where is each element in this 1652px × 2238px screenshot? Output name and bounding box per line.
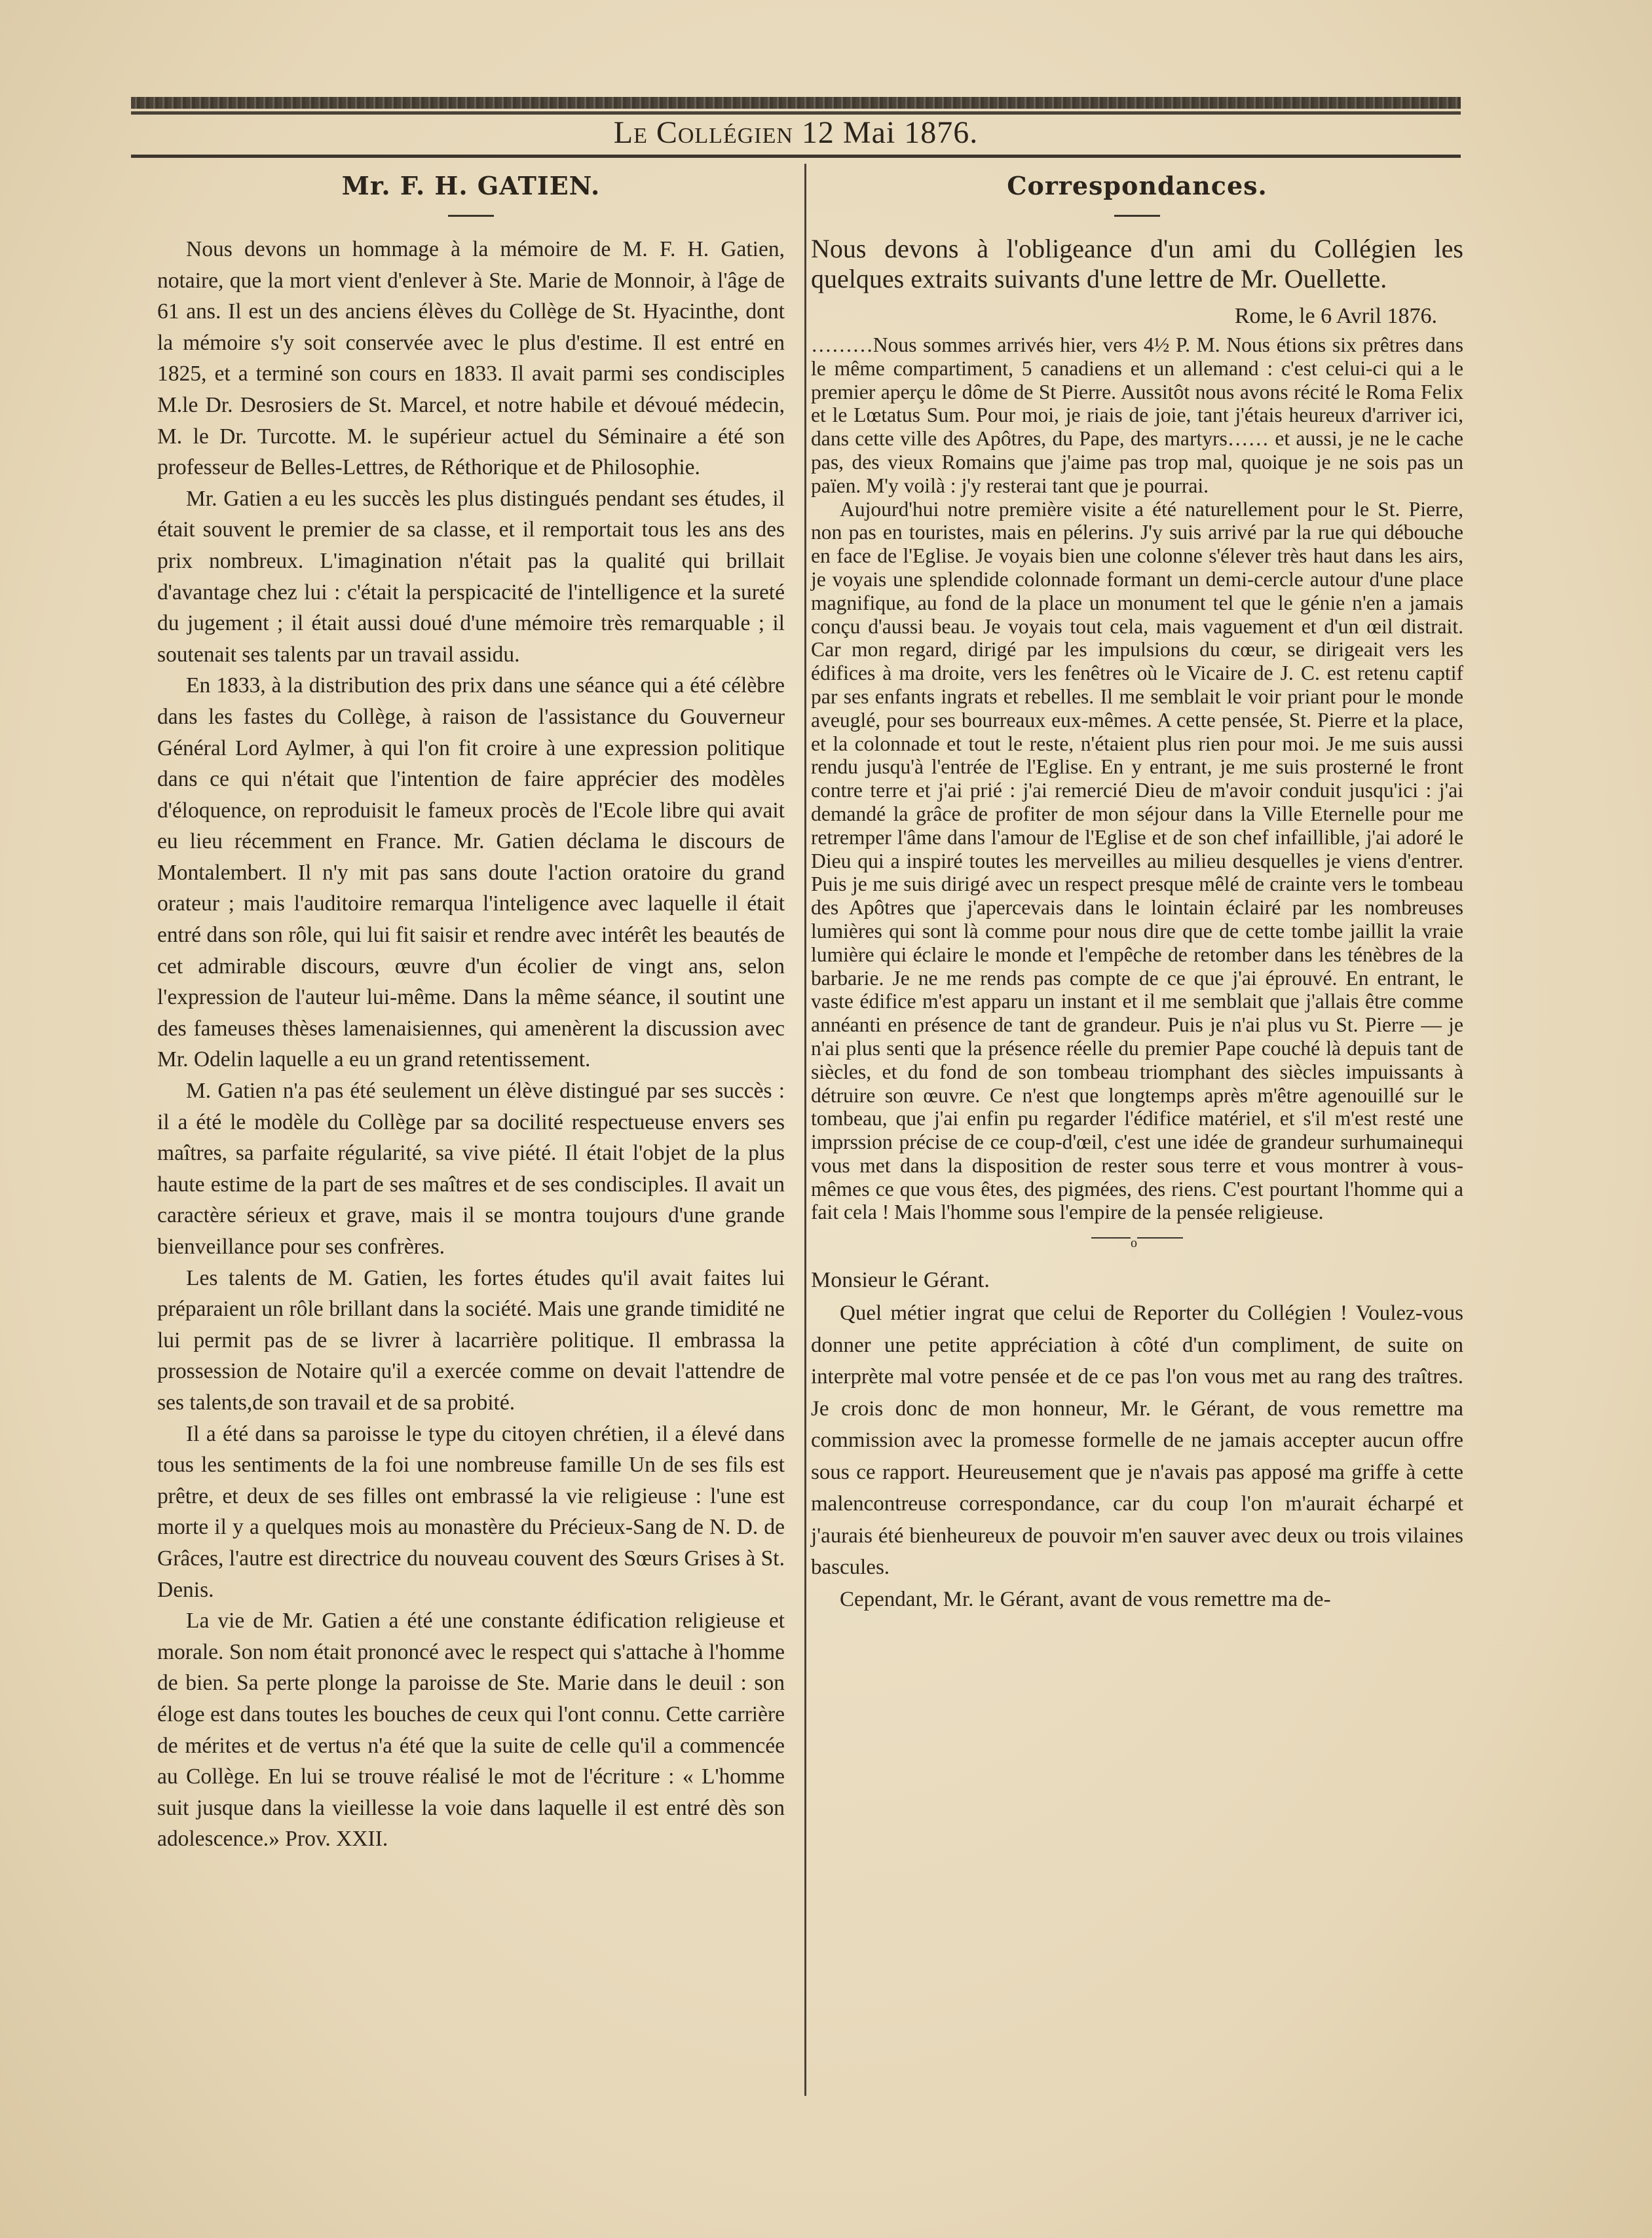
masthead [131, 113, 1461, 152]
letter-paragraph: Cependant, Mr. le Gérant, avant de vous remettre ma de- [840, 1587, 1331, 1611]
correspondence-lead: Nous devons à l'obligeance d'un ami du Collégien les quelques extraits suivants d'une lettre de Mr. Ouellette. [811, 234, 1463, 293]
letter-body [811, 333, 1463, 1224]
left-column [157, 169, 785, 1855]
article-paragraph: Mr. Gatien a eu les succès les plus distingués pendant ses études, il était souvent le premier de sa classe, et il remportait tous les ans des prix nombreux. L'imagination n'était pas la qualité qui brillait d'avantage chez lui : c'était la perspicacité de l'intelligence et la sureté du jugement ; il était aussi doué d'une mémoire très remarquable ; il soutenait ses talents par un travail assidu. [157, 486, 785, 667]
masthead-date: 12 Mai 1876. [801, 115, 979, 150]
reporter-letter [811, 1297, 1463, 1615]
section-separator [1091, 1236, 1183, 1251]
article-heading-correspondances: Correspondances. [1007, 171, 1267, 200]
masthead-rule [131, 155, 1461, 158]
article-paragraph: Il a été dans sa paroisse le type du citoyen chrétien, il a élevé dans tous les sentiments de la foi une nombreuse famille Un de ses fils est prêtre, et deux de ses filles ont embrassé la vie religieuse : l'une est morte il y a quelques mois au monastère du Précieux-Sang de N. D. de Grâces, l'autre est directrice du nouveau couvent des Sœurs Grises à St. Denis. [157, 1421, 785, 1602]
article-paragraph: Nous devons un hommage à la mémoire de M. F. H. Gatien, notaire, que la mort vient d'enlever à Ste. Marie de Monnoir, à l'âge de 61 ans. Il est un des anciens élèves du Collège de St. Hyacinthe, dont la mémoire s'y soit conservée avec le plus d'estime. Il est entré en 1825, et a terminé son cours en 1833. Il avait parmi ses condisciples M.le Dr. Desrosiers de St. Marcel, et notre habile et dévoué médecin, M. le Dr. Turcotte. M. le supérieur actuel du Séminaire a été son professeur de Belles-Lettres, de Réthorique et de Philosophie. [157, 237, 785, 480]
heading-rule [448, 215, 494, 217]
column-divider [804, 164, 806, 2096]
top-ornamental-rule [131, 97, 1461, 109]
salutation: Monsieur le Gérant. [811, 1268, 990, 1293]
article-paragraph: M. Gatien n'a pas été seulement un élève distingué par ses succès : il a été le modèle du Collège par sa docilité respectueuse envers ses maîtres, sa parfaite régularité, sa vive piété. Il était l'objet de la plus haute estime de la part de ses maîtres et de ses condisciples. Il avait un caractère sérieux et grave, mais il se montra toujours d'une grande bienveillance pour ses confrères. [157, 1079, 785, 1259]
article-paragraph: La vie de Mr. Gatien a été une constante édification religieuse et morale. Son nom était prononcé avec le respect qui s'attache à l'homme de bien. Sa perte plonge la paroisse de Ste. Marie dans le deuil : son éloge est dans toutes les bouches de ceux qui l'ont connu. Cette carrière de mérites et de vertus n'a été que la suite de celle qu'il a commencée au Collège. En lui se trouve réalisé le mot de l'écriture : « L'homme suit jusque dans la vieillesse la voie dans laquelle il est entré dès son adolescence.» Prov. XXII. [157, 1609, 785, 1852]
article-paragraph: Les talents de M. Gatien, les fortes études qu'il avait faites lui préparaient un rôle brillant dans la société. Mais une grande timidité ne lui permit pas de se livrer à lacarrière politique. Il embrassa la prossession de Notaire qu'il a exercée comme on devait l'attendre de ses talents,de son travail et de sa probité. [157, 1265, 785, 1415]
letter-dateline: Rome, le 6 Avril 1876. [1234, 304, 1437, 328]
article-paragraph: En 1833, à la distribution des prix dans une séance qui a été célèbre dans les fastes du Collège, à raison de l'assistance du Gouverneur Général Lord Aylmer, à qui l'on fit croire à une expression politique dans ce qui n'était que l'intention de faire apprécier des modèles d'éloquence, on reproduisit le fameux procès de l'Ecole libre qui avait eu lieu récemment en France. Mr. Gatien déclama le discours de Montalembert. Il n'y mit pas sans doute l'action oratoire du grand orateur ; mais l'auditoire remarqua l'inteligence avec laquelle il était entré dans son rôle, qui lui fit saisir et rendre avec intérêt les beautés de cet admirable discours, œuvre d'un écolier de vingt ans, selon l'expression de l'auteur lui-même. Dans la même séance, il soutint une des fameuses thèses lamenaisiennes, qui amenèrent la discussion avec Mr. Odelin laquelle a eu un grand retentissement. [157, 673, 785, 1072]
separator-mark: o [1131, 1228, 1137, 1259]
letter-paragraph: ………Nous sommes arrivés hier, vers 4½ P. M. Nous étions six prêtres dans le même compartiment, 5 canadiens et un allemand : c'est celui-ci qui a le premier aperçu le dôme de St Pierre. Aussitôt nous avons récité le Roma Felix et le Lœtatus Sum. Pour moi, je riais de joie, tant j'étais heureux d'arriver ici, dans cette ville des Apôtres, du Pape, des martyrs…… et aussi, je ne le cache pas, des vieux Romains que j'aime pas trop mal, quoique je ne sois pas un païen. M'y voilà : j'y resterai tant que je pourrai. [811, 333, 1463, 497]
letter-paragraph: Quel métier ingrat que celui de Reporter du Collégien ! Voulez-vous donner une petite appréciation à côté d'un compliment, de suite on interprète mal votre pensée et de ce pas l'on vous met au rang des traîtres. Je crois donc de mon honneur, Mr. le Gérant, de vous remettre ma commission avec la promesse formelle de ne jamais accepter aucun offre sous ce rapport. Heureusement que je n'avais pas apposé ma griffe à cette malencontreuse correspondance, car du coup l'on m'aurait écharpé et j'aurais été bienheureux de pouvoir m'en sauver avec deux ou trois vilaines bascules. [811, 1301, 1463, 1580]
masthead-title: Le Collégien [613, 115, 793, 150]
heading-rule [1114, 215, 1160, 217]
right-column [811, 169, 1463, 1615]
article-heading-gatien: Mr. F. H. GATIEN. [341, 171, 601, 200]
letter-paragraph: Aujourd'hui notre première visite a été naturellement pour le St. Pierre, non pas en touristes, mais en pélerins. J'y suis arrivé par la rue qui débouche en face de l'Eglise. Je voyais bien une colonne s'élever très haut dans les airs, je voyais une splendide colonnade formant un demi-cercle autour d'une place magnifique, au fond de la place un monument tel que le génie n'en a jamais conçu d'aussi beau. Je voyais tout cela, mais vaguement et d'un œil distrait. Car mon regard, dirigé par les impulsions du cœur, se dirigeait vers les édifices à ma droite, vers les fenêtres où le Vicaire de J. C. est retenu captif par ses enfants ingrats et rebelles. Il me semblait le voir priant pour le monde aveuglé, pour ses bourreaux eux-mêmes. A cette pensée, St. Pierre et la place, et la colonnade et tout le reste, n'étaient plus rien pour moi. Je me suis aussi rendu jusqu'à l'entrée de l'Eglise. En y entrant, je me suis prosterné le front contre terre et j'ai prié : j'ai remercié Dieu de m'avoir conduit jusqu'ici : j'ai demandé la grâce de profiter de mon séjour dans la Ville Eternelle pour me retremper l'âme dans l'amour de l'Eglise et de son chef infaillible, j'ai adoré le Dieu qui a inspiré toutes les merveilles au milieu desquelles je viens d'entrer. Puis je me suis dirigé avec un respect presque mêlé de crainte vers le tombeau des Apôtres que j'apercevais dans le lointain éclairé par les nombreuses lumières qui sont là comme pour nous dire que de cette tombe jaillit la vraie lumière qui éclaire le monde et l'empêche de retomber dans les ténèbres de la barbarie. Je ne me rends pas compte de ce que j'ai éprouvé. En entrant, le vaste édifice m'est apparu un instant et il me semblait que j'allais être comme annéanti en présence de tant de grandeur. Puis je n'ai plus vu St. Pierre — je n'ai plus senti que la présence réelle du premier Pape couché là depuis tant de siècles, et du fond de son tombeau triomphant des siècles impuissants à détruire son œuvre. Ce n'est que longtemps après m'être agenouillé sur le tombeau, que j'ai enfin pu regarder l'édifice matériel, et s'il m'est resté une imprssion précise de ce coup-d'œil, c'est une idée de grandeur surhumainequi vous met dans la disposition de rester sous terre et vous montrer à vous-mêmes ce que vous êtes, des pigmées, des riens. C'est pourtant l'homme qui a fait cela ! Mais l'homme sous l'empire de la pensée religieuse. [811, 497, 1463, 1224]
